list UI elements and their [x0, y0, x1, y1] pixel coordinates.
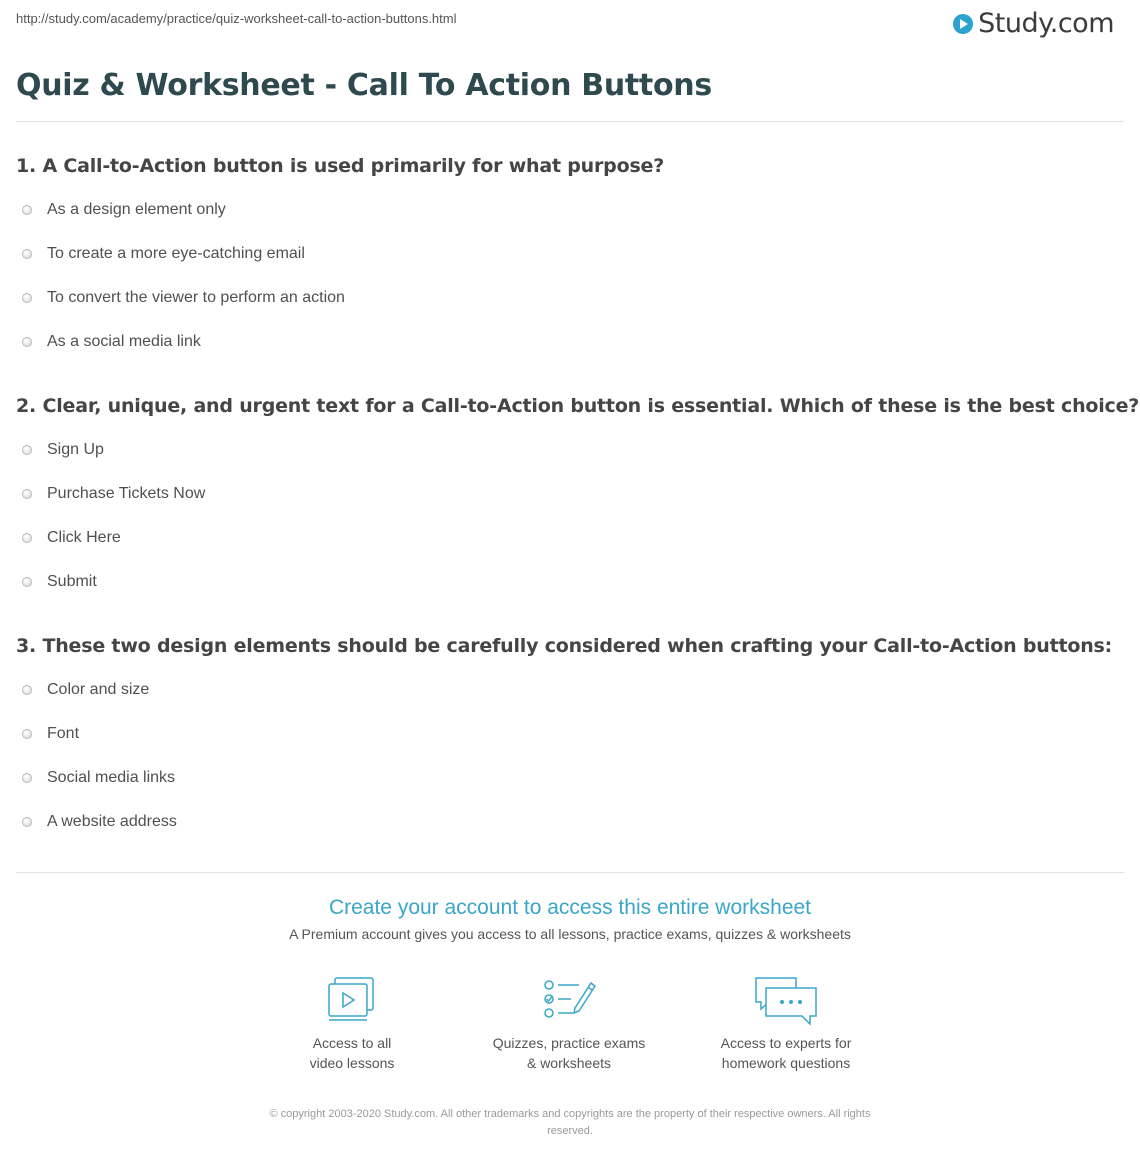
chat-bubbles-icon: [753, 975, 819, 1027]
feature-label: Access to experts for homework questions: [720, 1035, 852, 1071]
feature-label: Quizzes, practice exams & worksheets: [492, 1035, 646, 1071]
answer-label: As a design element only: [47, 201, 226, 218]
feature-quizzes: [469, 975, 669, 1073]
answer-option[interactable]: [22, 482, 205, 506]
answer-label: Sign Up: [47, 441, 104, 458]
create-account-link[interactable]: Create your account to access this entire worksheet: [328, 896, 812, 919]
answer-label: To convert the viewer to perform an action: [47, 289, 345, 306]
quiz-checklist-icon: [541, 975, 597, 1023]
page-title: Quiz & Worksheet - Call To Action Buttons: [16, 68, 712, 103]
answer-option[interactable]: [22, 810, 177, 834]
title-divider: [16, 121, 1124, 122]
radio-button[interactable]: [22, 445, 32, 455]
radio-button[interactable]: [22, 533, 32, 543]
feature-experts: [686, 975, 886, 1073]
answer-option[interactable]: [22, 766, 175, 790]
play-circle-logo-icon: [952, 13, 974, 35]
page-url: http://study.com/academy/practice/quiz-worksheet-call-to-action-buttons.html: [16, 11, 457, 26]
radio-button[interactable]: [22, 249, 32, 259]
radio-button[interactable]: [22, 685, 32, 695]
question-1: 1. A Call-to-Action button is used primarily for what purpose?: [16, 155, 665, 177]
radio-button[interactable]: [22, 337, 32, 347]
answer-label: To create a more eye-catching email: [47, 245, 305, 262]
answer-option[interactable]: [22, 570, 97, 594]
study-logo[interactable]: [952, 6, 1114, 42]
section-divider: [16, 872, 1124, 873]
radio-button[interactable]: [22, 293, 32, 303]
answer-label: Purchase Tickets Now: [47, 485, 206, 502]
question-2: 2. Clear, unique, and urgent text for a Call-to-Action button is essential. Which of these is the best choice?: [16, 395, 1140, 417]
answer-option[interactable]: [22, 438, 104, 462]
answer-label: Font: [47, 725, 80, 742]
answer-option[interactable]: [22, 242, 305, 266]
radio-button[interactable]: [22, 817, 32, 827]
radio-button[interactable]: [22, 773, 32, 783]
copyright-notice: © copyright 2003-2020 Study.com. All other trademarks and copyrights are the property of their respective owners. All rights reserved.: [269, 1108, 871, 1137]
feature-label: Access to all video lessons: [309, 1035, 395, 1071]
answer-label: Submit: [47, 573, 97, 590]
radio-button[interactable]: [22, 489, 32, 499]
answer-option[interactable]: [22, 722, 79, 746]
answer-label: Click Here: [47, 529, 121, 546]
answer-label: A website address: [47, 813, 177, 830]
answer-label: As a social media link: [47, 333, 201, 350]
answer-label: Color and size: [47, 681, 150, 698]
answer-label: Social media links: [47, 769, 176, 786]
answer-option[interactable]: [22, 526, 121, 550]
answer-option[interactable]: [22, 678, 149, 702]
question-3: 3. These two design elements should be carefully considered when crafting your Call-to-Action buttons:: [16, 635, 1113, 657]
answer-option[interactable]: [22, 286, 345, 310]
video-lessons-icon: [324, 975, 380, 1023]
radio-button[interactable]: [22, 577, 32, 587]
feature-video-lessons: [252, 975, 452, 1073]
cta-subtitle: A Premium account gives you access to all lessons, practice exams, quizzes & worksheets: [289, 926, 851, 942]
answer-option[interactable]: [22, 330, 201, 354]
radio-button[interactable]: [22, 729, 32, 739]
radio-button[interactable]: [22, 205, 32, 215]
logo-text: Study.com: [978, 8, 1114, 39]
answer-option[interactable]: [22, 198, 226, 222]
